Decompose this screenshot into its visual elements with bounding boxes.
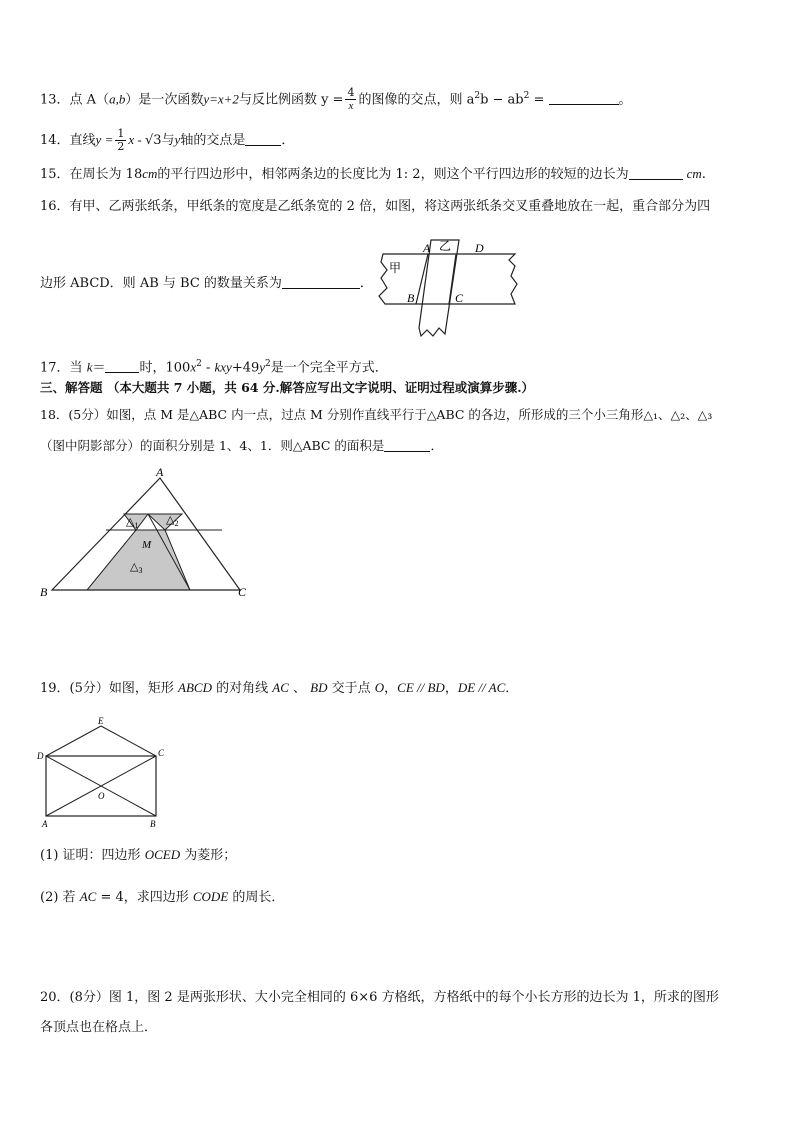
- label-jia: 甲: [389, 261, 402, 275]
- question-16-line1: 16．有甲、乙两张纸条，甲纸条的宽度是乙纸条宽的 2 倍，如图，将这两张纸条交叉重叠地放在一起，重合部分为四: [40, 199, 711, 214]
- label-C: C: [455, 291, 464, 305]
- question-18-line1: 18．(5分）如图，点 M 是△ABC 内一点，过点 M 分别作直线平行于△ABC 的各边，所形成的三个小三角形△₁、△₂、△₃: [40, 407, 713, 422]
- rectangle-figure: [36, 716, 176, 832]
- paper-strips-figure: [375, 232, 535, 338]
- label-B: B: [407, 291, 415, 305]
- label-A: A: [423, 241, 431, 255]
- fraction: $\frac{1}{2}$: [117, 127, 125, 153]
- label-delta3: $\triangle_3$: [130, 561, 143, 575]
- label-E: E: [98, 716, 104, 726]
- answer-blank[interactable]: [282, 274, 360, 289]
- question-15: 15．在周长为 18cm的平行四边形中，相邻两条边的长度比为 1: 2，则这个平行四边形的较短的边长为 cm.: [40, 166, 706, 182]
- question-16-line2: 边形 ABCD．则 AB 与 BC 的数量关系为 ．: [40, 276, 373, 291]
- label-C: C: [158, 748, 165, 758]
- question-13: 13．点 A（a,b）是一次函数y=x+2与反比例函数 y = $\frac{4}{x}$ 的图像的交点，则 $a^2b - ab^2$ = 。: [40, 86, 632, 113]
- answer-blank[interactable]: [629, 165, 683, 180]
- label-delta1: $\triangle_1$: [126, 516, 139, 530]
- answer-blank[interactable]: [245, 131, 281, 146]
- answer-blank[interactable]: [549, 90, 619, 105]
- label-M: M: [142, 539, 152, 551]
- label-D: D: [475, 241, 484, 255]
- label-D: D: [37, 751, 44, 761]
- label-yi: 乙: [439, 239, 452, 253]
- question-20-line2: 各顶点也在格点上．: [40, 1020, 158, 1035]
- section-heading: 三、解答题 （本大题共 7 小题，共 64 分.解答应写出文字说明、证明过程或演算步骤.）: [40, 380, 535, 395]
- question-20-line1: 20．(8分）图 1，图 2 是两张形状、大小完全相同的 6×6 方格纸，方格纸中的每个小长方形的边长为 1，所求的图形: [40, 990, 719, 1005]
- question-19-part1: (1) 证明：四边形 OCED 为菱形；: [40, 847, 237, 863]
- question-19: 19．(5分）如图，矩形 ABCD 的对角线 AC 、 BD 交于点 O，CE // BD，DE // AC．: [40, 680, 519, 696]
- triangle-figure: [38, 466, 258, 606]
- label-A: A: [42, 819, 48, 829]
- answer-blank[interactable]: [384, 437, 430, 452]
- question-19-part2: (2) 若 AC = 4，求四边形 CODE 的周长．: [40, 889, 285, 905]
- label-O: O: [98, 791, 105, 801]
- label-B: B: [40, 585, 48, 599]
- fraction: $\frac{4}{x}$: [347, 86, 355, 113]
- label-C: C: [238, 585, 247, 599]
- label-A: A: [156, 466, 164, 479]
- question-18-line2: （图中阴影部分）的面积分别是 1、4、1．则△ABC 的面积是 ．: [40, 438, 443, 453]
- question-17: 17．当 k＝ 时，$100x^2 - kxy+49y^2$是一个完全平方式．: [40, 359, 388, 376]
- answer-blank[interactable]: [105, 358, 139, 373]
- label-delta2: $\triangle_2$: [166, 514, 179, 528]
- label-B: B: [150, 819, 156, 829]
- question-14: 14．直线y = $\frac{1}{2}$ x - √3与y轴的交点是 ．: [40, 127, 295, 153]
